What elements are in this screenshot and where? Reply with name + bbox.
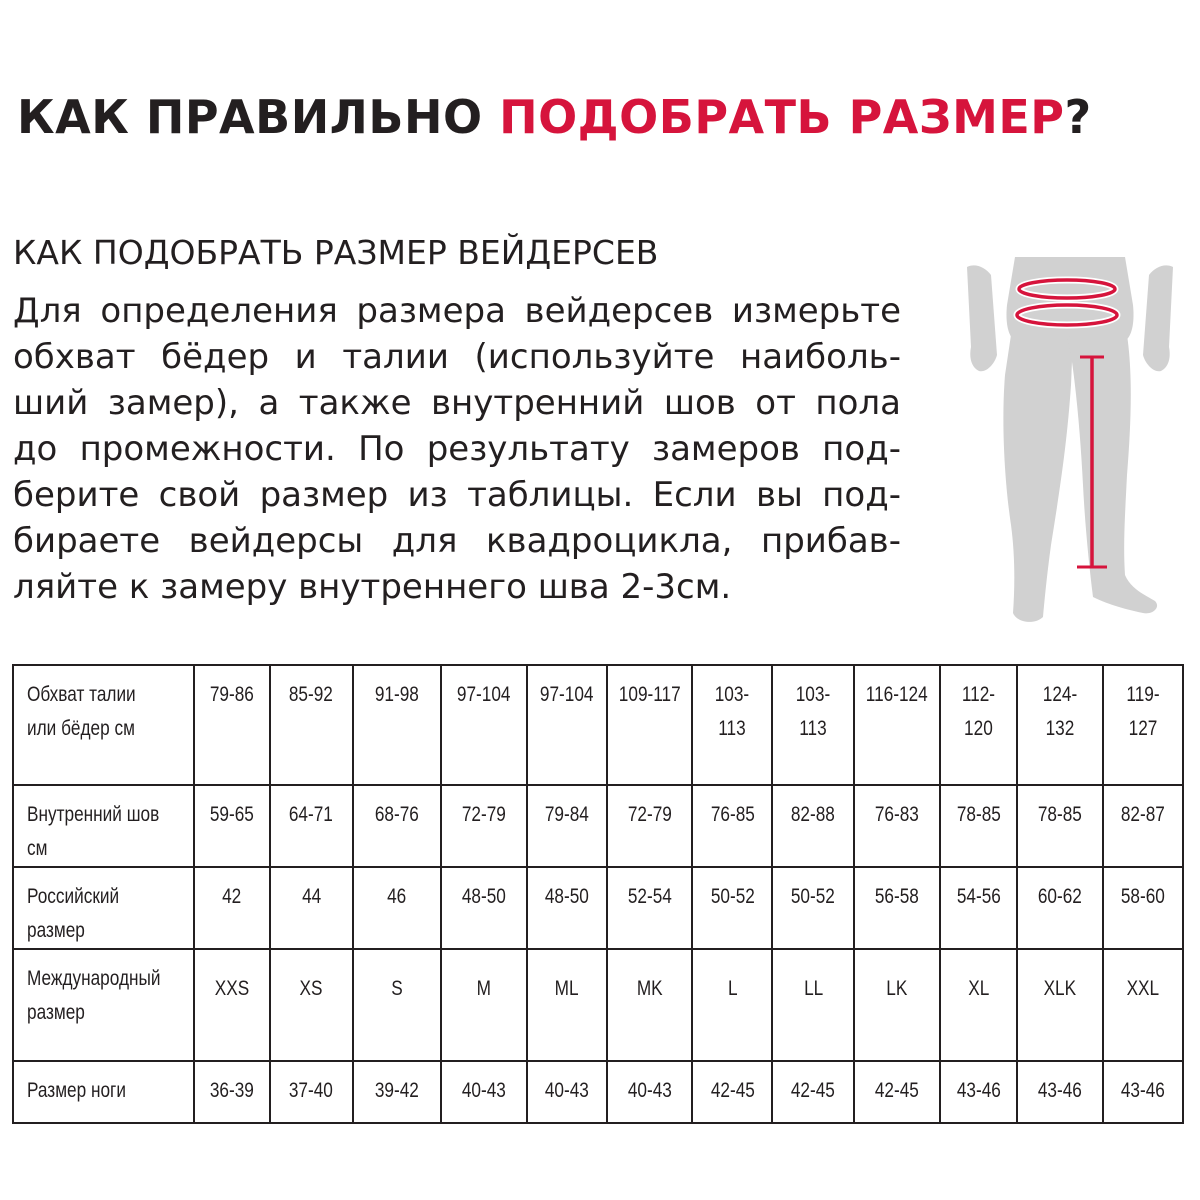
title-end: ?	[1064, 90, 1092, 144]
table-cell	[353, 867, 441, 949]
table-cell	[353, 949, 441, 1061]
table-cell	[441, 867, 527, 949]
cell-value: 42-45	[791, 1079, 836, 1102]
cell-value: 42-45	[710, 1079, 755, 1102]
cell-value: 103-113	[715, 683, 750, 740]
table-cell	[527, 867, 607, 949]
table-cell	[1103, 1061, 1183, 1123]
cell-value: LL	[803, 977, 823, 1000]
cell-value: 60-62	[1038, 885, 1083, 908]
table-cell	[194, 785, 270, 867]
table-cell	[940, 949, 1017, 1061]
table-cell	[940, 665, 1017, 785]
row-label	[13, 785, 194, 867]
cell-value: S	[390, 977, 403, 1000]
cell-value: 56-58	[875, 885, 920, 908]
cell-value: 72-79	[461, 803, 506, 826]
cell-value: 54-56	[956, 885, 1001, 908]
table-cell	[1017, 665, 1103, 785]
cell-value: XXL	[1126, 977, 1160, 1000]
cell-value: 46	[387, 885, 407, 908]
row-label	[13, 949, 194, 1061]
table-cell	[692, 949, 772, 1061]
cell-value: 59-65	[209, 803, 254, 826]
table-row-russian-size	[13, 867, 1183, 949]
cell-value: 79-84	[544, 803, 589, 826]
table-cell	[940, 785, 1017, 867]
size-table	[12, 664, 1184, 1124]
cell-value: LK	[886, 977, 908, 1000]
table-cell	[854, 949, 940, 1061]
cell-value: 43-46	[956, 1079, 1001, 1102]
cell-value: 97-104	[539, 683, 594, 706]
cell-value: 116-124	[866, 683, 929, 706]
paragraph-line: берите свой размер из таблицы. Если вы под-	[13, 475, 901, 515]
table-cell	[527, 785, 607, 867]
cell-value: 124-132	[1042, 683, 1078, 740]
cell-value: 44	[301, 885, 321, 908]
table-cell	[854, 785, 940, 867]
table-cell	[441, 949, 527, 1061]
row-label-text: Международный размер	[27, 967, 161, 1024]
row-label	[13, 867, 194, 949]
cell-value: 109-117	[618, 683, 681, 706]
cell-value: L	[727, 977, 738, 1000]
cell-value: 39-42	[374, 1079, 419, 1102]
table-cell	[854, 665, 940, 785]
cell-value: 58-60	[1120, 885, 1166, 908]
cell-value: 40-43	[461, 1079, 506, 1102]
row-label	[13, 665, 194, 785]
table-cell	[607, 949, 693, 1061]
row-label-text: Размер ноги	[27, 1079, 126, 1102]
cell-value: 48-50	[544, 885, 589, 908]
cell-value: XLK	[1043, 977, 1077, 1000]
cell-value: 43-46	[1038, 1079, 1083, 1102]
table-cell	[441, 665, 527, 785]
cell-value: 48-50	[461, 885, 506, 908]
table-cell	[1103, 785, 1183, 867]
table-cell	[270, 867, 353, 949]
cell-value: 37-40	[289, 1079, 334, 1102]
cell-value: 78-85	[956, 803, 1001, 826]
table-cell	[940, 867, 1017, 949]
cell-value: 72-79	[627, 803, 672, 826]
paragraph-line: обхват бёдер и талии (используйте наиболь-	[13, 337, 901, 377]
table-cell	[353, 665, 441, 785]
cell-value: 43-46	[1120, 1079, 1166, 1102]
table-cell	[194, 1061, 270, 1123]
table-cell	[692, 1061, 772, 1123]
cell-value: 36-39	[209, 1079, 254, 1102]
cell-value: 40-43	[544, 1079, 589, 1102]
cell-value: XXS	[214, 977, 250, 1000]
cell-value: 64-71	[289, 803, 334, 826]
cell-value: 40-43	[627, 1079, 672, 1102]
cell-value: 119-127	[1126, 683, 1160, 740]
table-cell	[353, 1061, 441, 1123]
table-row-waist-hip	[13, 665, 1183, 785]
cell-value: 82-88	[791, 803, 836, 826]
table-cell	[441, 785, 527, 867]
cell-value: 79-86	[209, 683, 254, 706]
table-cell	[772, 949, 854, 1061]
table-cell	[1017, 785, 1103, 867]
table-cell	[692, 785, 772, 867]
page-title	[17, 90, 1092, 144]
table-cell	[1017, 949, 1103, 1061]
cell-value: 76-83	[875, 803, 920, 826]
row-label	[13, 1061, 194, 1123]
title-part-1: КАК ПРАВИЛЬНО	[17, 90, 500, 144]
table-cell	[527, 949, 607, 1061]
table-row-inseam	[13, 785, 1183, 867]
table-cell	[270, 1061, 353, 1123]
row-label-text: Российский размер	[27, 885, 120, 942]
cell-value: 85-92	[289, 683, 334, 706]
cell-value: 50-52	[791, 885, 836, 908]
cell-value: 76-85	[710, 803, 755, 826]
cell-value: 50-52	[710, 885, 755, 908]
table-cell	[854, 867, 940, 949]
cell-value: XL	[968, 977, 990, 1000]
cell-value: XS	[299, 977, 323, 1000]
cell-value: 78-85	[1038, 803, 1083, 826]
table-cell	[607, 867, 693, 949]
cell-value: 103-113	[796, 683, 831, 740]
table-row-international-size	[13, 949, 1183, 1061]
cell-value: MK	[636, 977, 663, 1000]
legs-measurement-figure-icon	[955, 245, 1185, 630]
row-label-text: Внутренний шов см	[27, 803, 160, 860]
table-row-shoe-size	[13, 1061, 1183, 1123]
table-cell	[1103, 867, 1183, 949]
cell-value: 91-98	[374, 683, 419, 706]
cell-value: M	[476, 977, 491, 1000]
table-cell	[692, 665, 772, 785]
table-cell	[194, 665, 270, 785]
table-cell	[772, 1061, 854, 1123]
table-cell	[270, 949, 353, 1061]
paragraph-line: до промежности. По результату замеров под-	[13, 429, 901, 469]
table-cell	[194, 949, 270, 1061]
cell-value: 97-104	[456, 683, 511, 706]
table-cell	[270, 785, 353, 867]
table-cell	[607, 1061, 693, 1123]
row-label-text: Обхват талии или бёдер см	[27, 683, 136, 740]
table-cell	[772, 665, 854, 785]
table-cell	[527, 665, 607, 785]
cell-value: 68-76	[374, 803, 419, 826]
table-cell	[854, 1061, 940, 1123]
cell-value: 42-45	[875, 1079, 920, 1102]
cell-value: 52-54	[627, 885, 672, 908]
table-cell	[353, 785, 441, 867]
cell-value: 112-120	[962, 683, 996, 740]
table-cell	[270, 665, 353, 785]
table-cell	[1103, 665, 1183, 785]
section-subtitle: КАК ПОДОБРАТЬ РАЗМЕР ВЕЙДЕРСЕВ	[13, 233, 659, 272]
table-cell	[772, 867, 854, 949]
table-cell	[940, 1061, 1017, 1123]
instructions-paragraph	[13, 288, 901, 610]
cell-value: 42	[222, 885, 242, 908]
table-cell	[527, 1061, 607, 1123]
paragraph-line: ший замер), а также внутренний шов от пола	[13, 383, 901, 423]
table-cell	[772, 785, 854, 867]
table-cell	[692, 867, 772, 949]
table-cell	[194, 867, 270, 949]
cell-value: ML	[554, 977, 579, 1000]
table-cell	[441, 1061, 527, 1123]
cell-value: 82-87	[1120, 803, 1166, 826]
table-cell	[607, 665, 693, 785]
table-cell	[1017, 867, 1103, 949]
paragraph-line: бираете вейдерсы для квадроцикла, прибав-	[13, 521, 901, 561]
paragraph-line: ляйте к замеру внутреннего шва 2-3см.	[13, 567, 732, 607]
table-cell	[1017, 1061, 1103, 1123]
table-cell	[1103, 949, 1183, 1061]
paragraph-line: Для определения размера вейдерсев измерьте	[13, 291, 901, 331]
title-accent: ПОДОБРАТЬ РАЗМЕР	[499, 90, 1065, 144]
table-cell	[607, 785, 693, 867]
